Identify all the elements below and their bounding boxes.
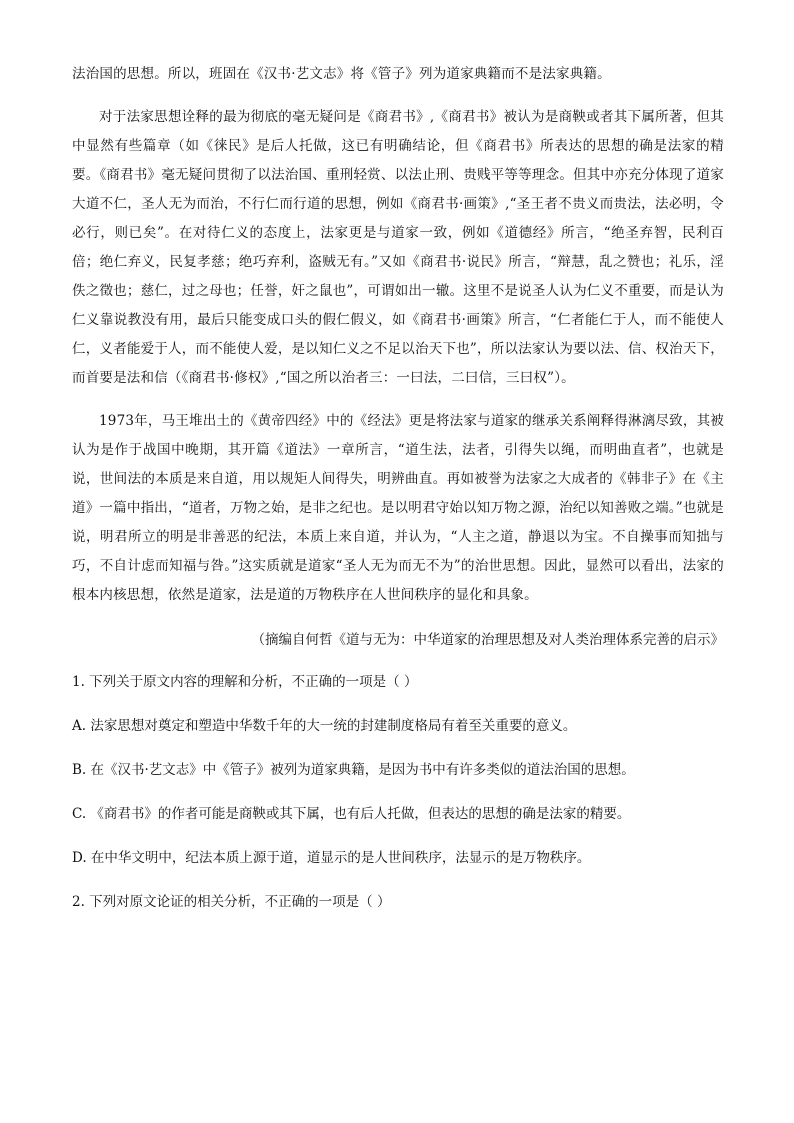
option-d: D. 在中华文明中，纪法本质上源于道，道显示的是人世间秩序，法显示的是万物秩序。: [72, 850, 591, 866]
option-c: C. 《商君书》的作者可能是商鞅或其下属，也有后人托做，但表达的思想的确是法家的精要。: [72, 806, 631, 822]
question-stem: 2. 下列对原文论证的相关分析，不正确的一项是（ ）: [72, 894, 391, 910]
question-2: [72, 888, 724, 917]
question-1: [72, 668, 724, 873]
option-b: B. 在《汉书·艺文志》中《管子》被列为道家典籍，是因为书中有许多类似的道法治国的思想。: [72, 762, 635, 778]
passage-source: （摘编自何哲《道与无为：中华道家的治理思想及对人类治理体系完善的启示》: [251, 632, 724, 648]
option-a: A. 法家思想对奠定和塑造中华数千年的大一统的封建制度格局有着至关重要的意义。: [72, 718, 577, 734]
question-stem: 1. 下列关于原文内容的理解和分析，不正确的一项是（ ）: [72, 674, 418, 690]
passage-paragraph-2: 1973年，马王堆出土的《黄帝四经》中的《经法》更是将法家与道家的继承关系阐释得淋漓尽致，其被认为是作于战国中晚期，其开篇《道法》一章所言，“道生法，法者，引得失以绳，而明曲直者”，也就是说，世间法的本质是来自道，用以规矩人间得失，明辨曲直。再如被誉为法家之大成者的《韩非子》在《主道》一篇中指出，“道者，万物之始，是非之纪也。是以明君守始以知万物之源，治纪以知善败之端。”也就是说，明君所立的明是非善恶的纪法，本质上来自道，并认为，“人主之道，静退以为宝。不自操事而知拙与巧，不自计虑而知福与咎。”这实质就是道家“圣人无为而无不为”的治世思想。因此，显然可以看出，法家的根本内核思想，依然是道家，法是道的万物秩序在人世间秩序的显化和具象。: [72, 413, 724, 603]
passage-paragraph-1: 对于法家思想诠释的最为彻底的毫无疑问是《商君书》,《商君书》被认为是商鞅或者其下属所著，但其中显然有些篇章（如《徕民》是后人托做，这已有明确结论，但《商君书》所表达的思想的确是法家的精要。《商君书》毫无疑问贯彻了以法治国、重刑轻赏、以法止刑、贵贱平等等理念。但其中亦充分体现了道家大道不仁，圣人无为而治，不行仁而行道的思想，例如《商君书·画策》,“圣王者不贵义而贵法，法必明，令必行，则已矣”。在对待仁义的态度上，法家更是与道家一致，例如《道德经》所言，“绝圣弃智，民利百倍；绝仁弃义，民复孝慈；绝巧弃利，盗贼无有。”又如《商君书·说民》所言，“辩慧，乱之赞也；礼乐，淫佚之徵也；慈仁，过之母也；任誉，奸之鼠也”，可谓如出一辙。这里不是说圣人认为仁义不重要，而是认为仁义靠说教没有用，最后只能变成口头的假仁假义，如《商君书·画策》所言，“仁者能仁于人，而不能使人仁，义者能爱于人，而不能使人爱，是以知仁义之不足以治天下也”，所以法家认为要以法、信、权治天下，而首要是法和信（《商君书·修权》,“国之所以治者三：一曰法，二曰信，三曰权”）。: [72, 109, 725, 386]
passage-paragraph-0: 法治国的思想。所以，班固在《汉书·艺文志》将《管子》列为道家典籍而不是法家典籍。: [72, 66, 611, 82]
